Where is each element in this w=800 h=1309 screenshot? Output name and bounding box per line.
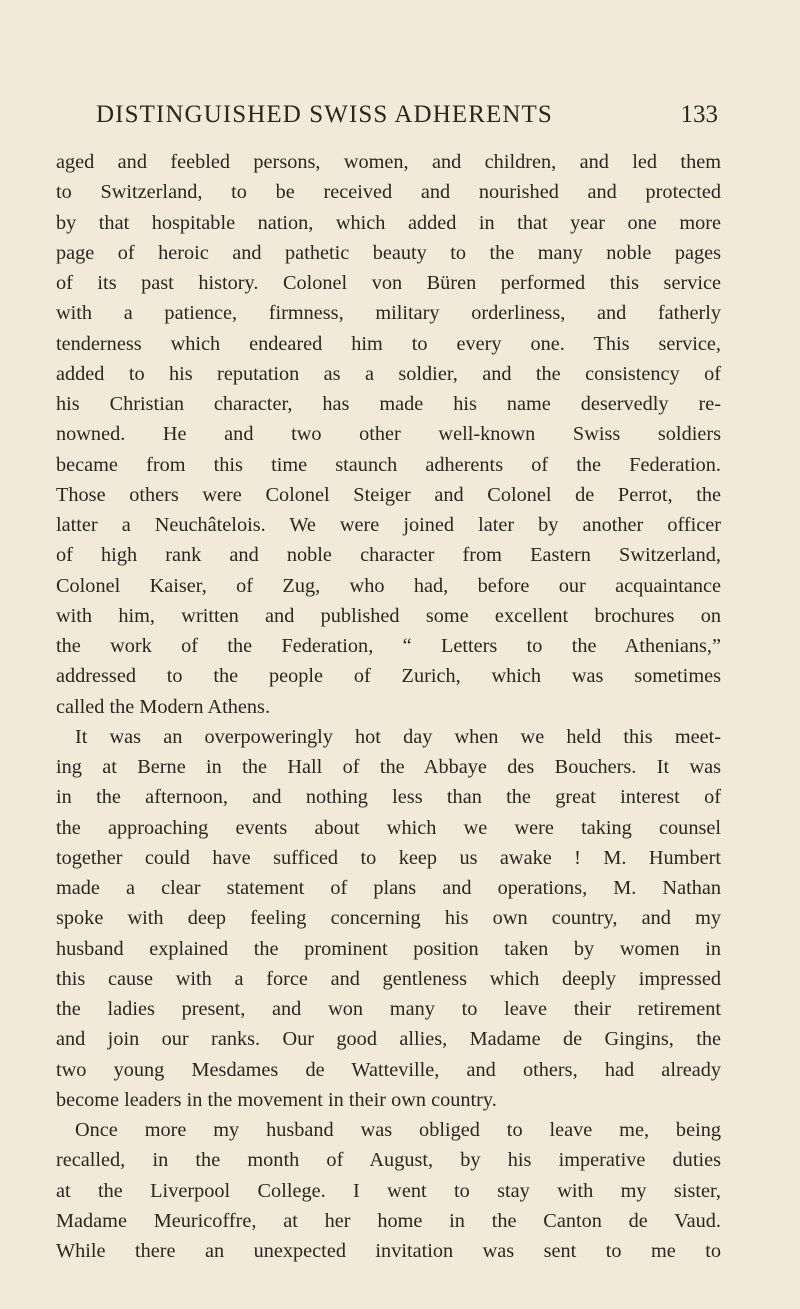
text-line: nowned. He and two other well-known Swiss soldiers bbox=[56, 423, 721, 446]
text-line: two young Mesdames de Watteville, and others, had already bbox=[56, 1058, 721, 1081]
text-line: husband explained the prominent position taken by women in bbox=[56, 937, 721, 960]
running-head bbox=[92, 101, 718, 135]
text-line: become leaders in the movement in their own country. bbox=[56, 1088, 497, 1111]
text-line: Those others were Colonel Steiger and Colonel de Perrot, the bbox=[56, 483, 721, 506]
text-line: at the Liverpool College. I went to stay with my sister, bbox=[56, 1179, 721, 1202]
text-line: ing at Berne in the Hall of the Abbaye des Bouchers. It was bbox=[56, 756, 721, 778]
page-number: 133 bbox=[680, 101, 718, 128]
text-line: with a patience, firmness, military orderliness, and fatherly bbox=[56, 302, 721, 325]
text-line: of its past history. Colonel von Büren performed this service bbox=[56, 272, 721, 294]
text-line: Madame Meuricoffre, at her home in the Canton de Vaud. bbox=[56, 1209, 721, 1232]
text-line: by that hospitable nation, which added in that year one more bbox=[56, 211, 721, 234]
text-line: spoke with deep feeling concerning his own country, and my bbox=[56, 907, 721, 930]
text-line: While there an unexpected invitation was sent to me to bbox=[56, 1240, 721, 1262]
text-line: this cause with a force and gentleness which deeply impressed bbox=[56, 967, 721, 990]
text-line: became from this time staunch adherents of the Federation. bbox=[56, 453, 721, 476]
text-line: the ladies present, and won many to leave their retirement bbox=[56, 998, 721, 1020]
text-line: in the afternoon, and nothing less than the great interest of bbox=[56, 786, 721, 809]
text-line: together could have sufficed to keep us awake ! M. Humbert bbox=[56, 846, 721, 869]
text-line: to Switzerland, to be received and nourished and protected bbox=[56, 181, 721, 204]
running-title: DISTINGUISHED SWISS ADHERENTS bbox=[96, 101, 553, 128]
text-line: his Christian character, has made his name deservedly re- bbox=[56, 393, 721, 415]
text-line: made a clear statement of plans and operations, M. Nathan bbox=[56, 877, 721, 899]
text-line: aged and feebled persons, women, and children, and led them bbox=[56, 151, 721, 173]
text-line: recalled, in the month of August, by his imperative duties bbox=[56, 1149, 721, 1172]
text-line: added to his reputation as a soldier, and the consistency of bbox=[56, 362, 721, 385]
text-line: page of heroic and pathetic beauty to the many noble pages bbox=[56, 241, 721, 264]
text-line: Colonel Kaiser, of Zug, who had, before our acquaintance bbox=[56, 574, 721, 597]
text-line: called the Modern Athens. bbox=[56, 695, 271, 718]
text-line: the work of the Federation, “ Letters to the Athenians,” bbox=[56, 635, 721, 657]
text-line: the approaching events about which we were taking counsel bbox=[56, 816, 721, 839]
text-line: tenderness which endeared him to every one. This service, bbox=[56, 332, 721, 355]
text-line: addressed to the people of Zurich, which was sometimes bbox=[56, 665, 721, 688]
text-line: and join our ranks. Our good allies, Madame de Gingins, the bbox=[56, 1028, 721, 1051]
body-text bbox=[56, 147, 721, 1266]
text-line: Once more my husband was obliged to leave me, being bbox=[75, 1119, 721, 1141]
text-line: It was an overpoweringly hot day when we held this meet- bbox=[75, 725, 721, 748]
text-line: with him, written and published some excellent brochures on bbox=[56, 604, 721, 627]
text-line: latter a Neuchâtelois. We were joined later by another officer bbox=[56, 514, 721, 536]
text-line: of high rank and noble character from Eastern Switzerland, bbox=[56, 544, 721, 567]
